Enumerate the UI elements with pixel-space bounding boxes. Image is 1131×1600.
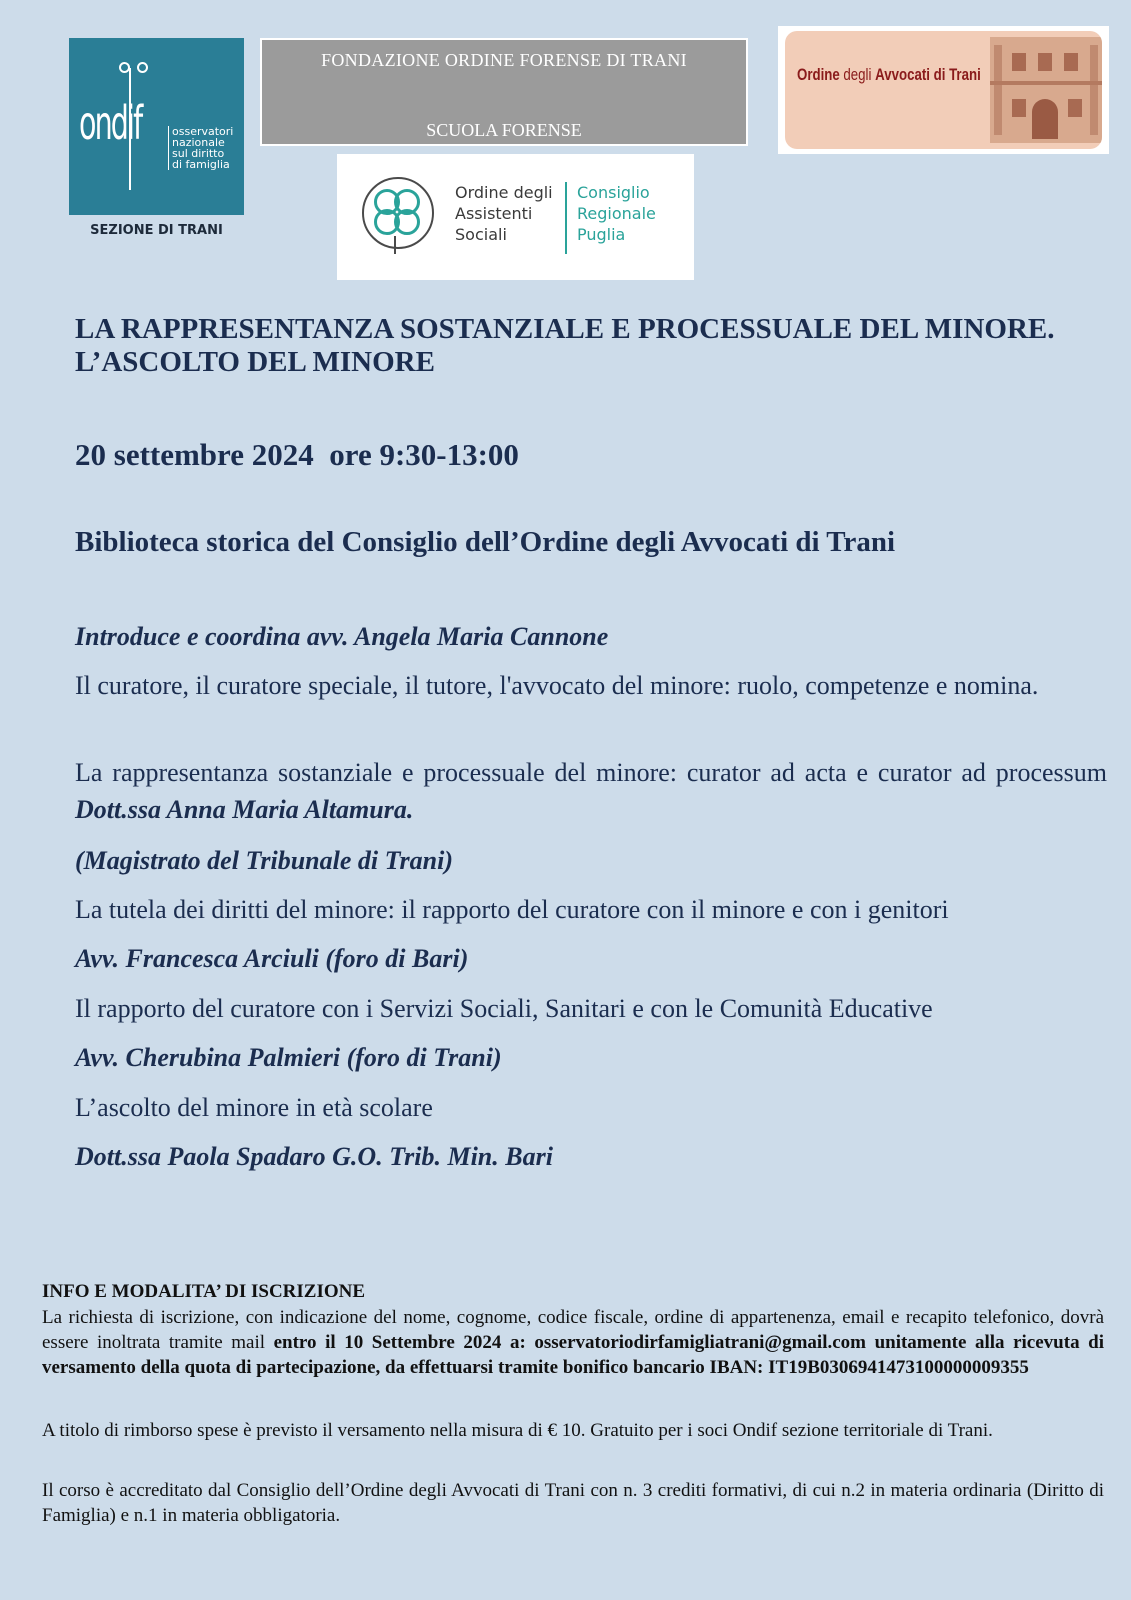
- ordine-avvocati-wordmark: [797, 65, 981, 85]
- consiglio-name-line: Regionale: [577, 204, 656, 223]
- ordine-avvocati-logo: [778, 26, 1109, 154]
- program-speaker: Avv. Francesca Arciuli (foro di Bari): [75, 944, 469, 973]
- assistenti-name-line: Assistenti: [455, 204, 533, 223]
- ondif-section-label: SEZIONE DI TRANI: [90, 223, 223, 238]
- consiglio-name-line: Puglia: [577, 225, 626, 244]
- program-speaker: Dott.ssa Paola Spadaro G.O. Trib. Min. Bari: [75, 1142, 553, 1171]
- info-paragraph: [42, 1305, 1104, 1380]
- assistenti-name-line: Ordine degli: [455, 183, 553, 202]
- building-door: [1032, 99, 1058, 139]
- program-speaker: Avv. Cherubina Palmieri (foro di Trani): [75, 1043, 502, 1072]
- fondazione-subtitle: SCUOLA FORENSE: [426, 120, 582, 140]
- program-speaker-role: (Magistrato del Tribunale di Trani): [75, 846, 453, 875]
- fondazione-title: FONDAZIONE ORDINE FORENSE DI TRANI: [321, 50, 687, 70]
- info-paragraph: Il corso è accreditato dal Consiglio dell’Ordine degli Avvocati di Trani con n. 3 crediti formativi, di cui n.2 in materia ordinaria (Diritto di Famiglia) e n.1 in materia obbligatoria.: [42, 1480, 1104, 1526]
- assistenti-name-line: Sociali: [455, 225, 507, 244]
- ondif-subtitle: [168, 126, 244, 170]
- consiglio-name-line: Consiglio: [577, 183, 650, 202]
- building-column: [1090, 45, 1098, 135]
- info-paragraph: A titolo di rimborso spese è previsto il versamento nella misura di € 10. Gratuito per i soci Ondif sezione territoriale di Trani.: [42, 1420, 993, 1441]
- ordine-avvocati-panel: [785, 31, 1102, 149]
- info-heading: INFO E MODALITA’ DI ISCRIZIONE: [42, 1281, 366, 1302]
- building-window: [1012, 99, 1026, 117]
- building-cornice: [990, 81, 1102, 85]
- building-window: [1068, 99, 1082, 117]
- program-talk: Il curatore, il curatore speciale, il tutore, l'avvocato del minore: ruolo, competenze e nomina.: [75, 671, 1039, 700]
- wordmark-part: Ordine: [797, 65, 840, 84]
- program-talk: L’ascolto del minore in età scolare: [75, 1093, 433, 1122]
- ondif-subtitle-line: osservatori: [172, 125, 234, 138]
- info-deadline-iban: entro il 10 Settembre 2024 a: osservatoriodirfamigliatrani@gmail.com unitamente alla ricevuta di versamento della quota di partecipazione, da effettuarsi tramite bonifico bancario IBAN: IT19B0306941473100000009355: [42, 1332, 1104, 1378]
- building-window: [1038, 53, 1052, 71]
- event-date: 20 settembre 2024 ore 9:30-13:00: [75, 437, 519, 472]
- program-speaker: Dott.ssa Anna Maria Altamura.: [75, 795, 414, 824]
- emblem-stem: [394, 236, 396, 254]
- program-talk: Il rapporto del curatore con i Servizi Sociali, Sanitari e con le Comunità Educative: [75, 994, 933, 1023]
- program-intro: Introduce e coordina avv. Angela Maria Cannone: [75, 622, 609, 651]
- fondazione-banner: [260, 38, 748, 146]
- consiglio-regionale-name: [577, 182, 656, 245]
- event-title: LA RAPPRESENTANZA SOSTANZIALE E PROCESSUALE DEL MINORE. L’ASCOLTO DEL MINORE: [75, 313, 1055, 378]
- building-image: [990, 37, 1102, 143]
- wordmark-part: Avvocati di Trani: [875, 65, 981, 84]
- knot-loop: [394, 209, 420, 235]
- assistenti-sociali-logo: [337, 154, 694, 280]
- building-window: [1064, 53, 1078, 71]
- wordmark-part: degli: [839, 65, 876, 84]
- knot-emblem-icon: [362, 177, 434, 249]
- assistenti-name: [455, 182, 553, 245]
- info-text: La richiesta di iscrizione, con indicazione del nome, cognome, codice fiscale, ordine di appartenenza, email e recapito telefonico, dovrà essere inoltrata tramite mail: [42, 1307, 1104, 1353]
- ondif-subtitle-line: nazionale: [172, 136, 225, 149]
- program-talk-text: La rappresentanza sostanziale e processuale del minore: curator ad acta e curator ad processum: [75, 758, 1107, 787]
- ondif-wordmark: ondif: [79, 96, 142, 150]
- building-window: [1012, 53, 1026, 71]
- ondif-subtitle-line: di famiglia: [172, 158, 230, 171]
- logo-divider: [565, 182, 567, 254]
- logo-decoration: [137, 62, 148, 73]
- event-venue: Biblioteca storica del Consiglio dell’Ordine degli Avvocati di Trani: [75, 526, 896, 558]
- program-talk: [75, 754, 1107, 828]
- logo-decoration: [119, 62, 130, 73]
- program-talk: La tutela dei diritti del minore: il rapporto del curatore con il minore e con i genitori: [75, 895, 949, 924]
- ondif-subtitle-line: sul diritto: [172, 147, 225, 160]
- ondif-logo: [69, 38, 244, 215]
- building-column: [994, 45, 1002, 135]
